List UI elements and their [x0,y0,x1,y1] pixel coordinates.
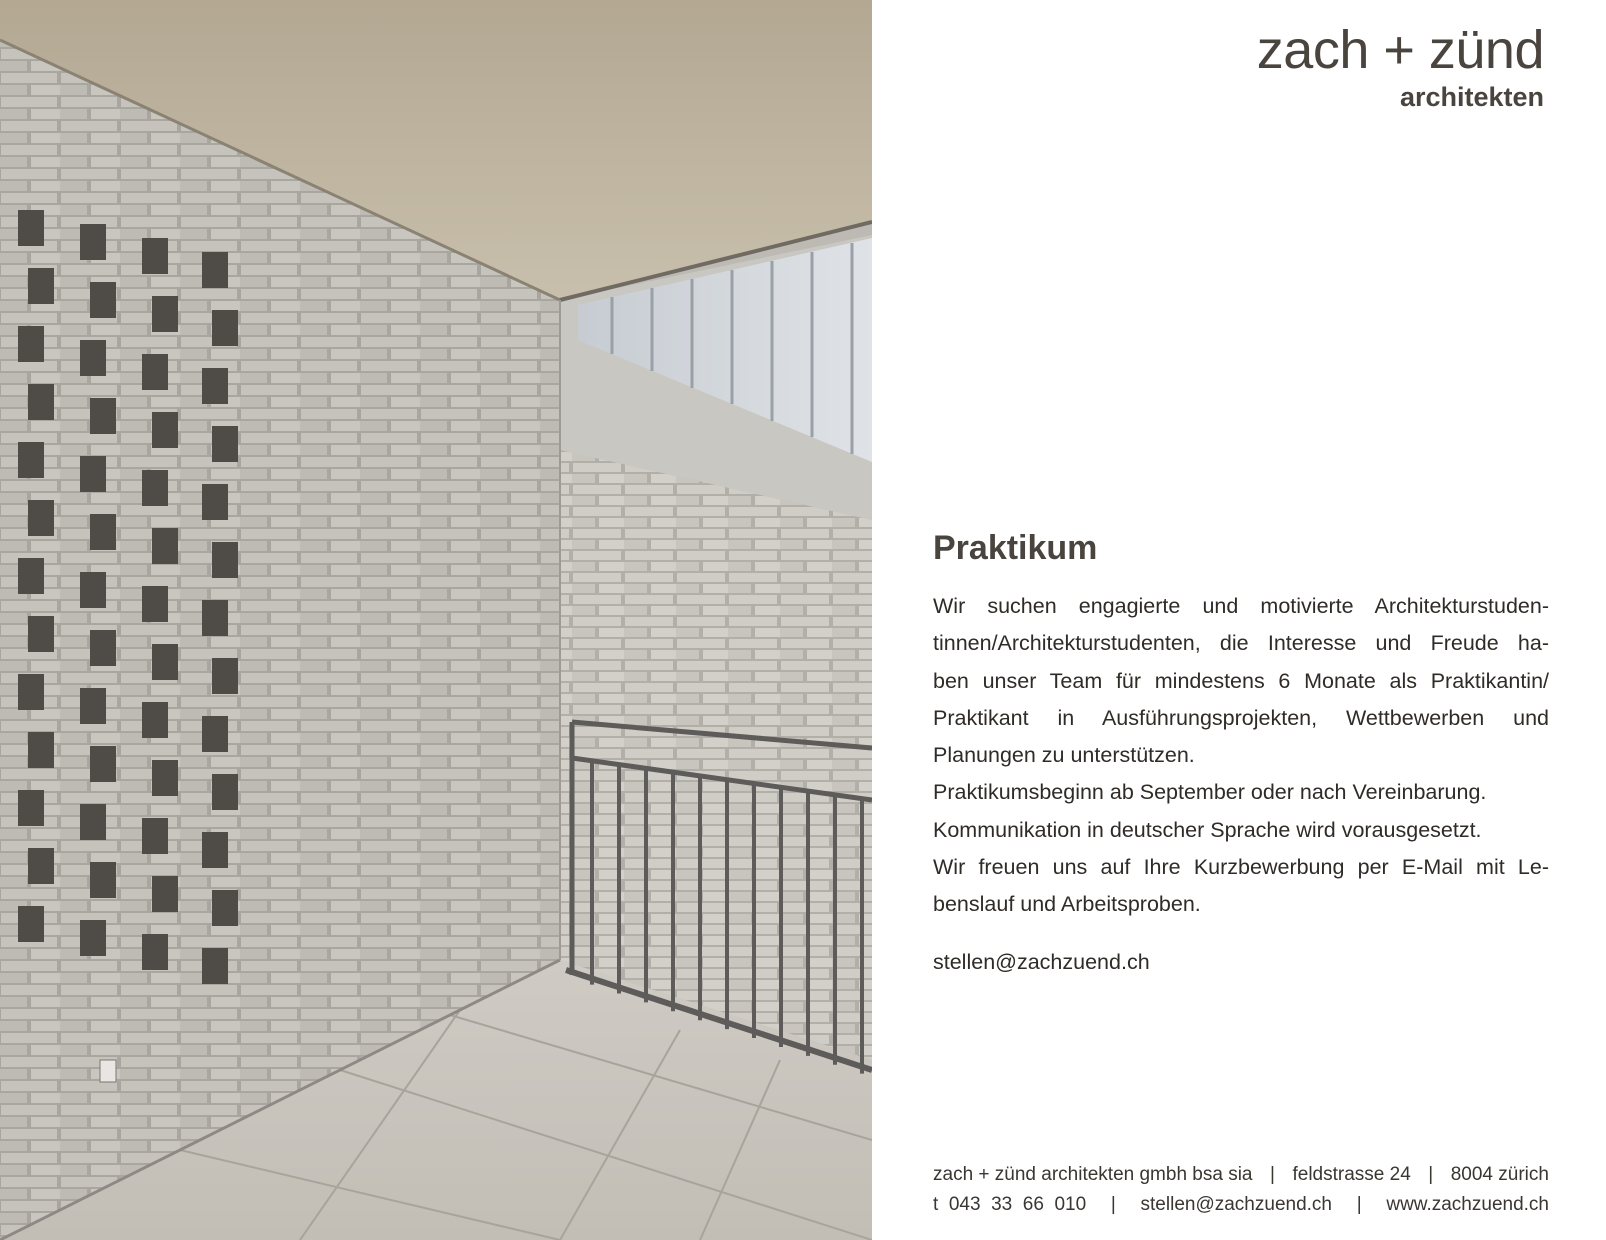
lattice-opening [28,616,54,652]
description-line: Wir suchen engagierte und motivierte Architekturstuden- [933,594,1549,618]
lattice-opening [202,600,228,636]
lattice-opening [80,572,106,608]
lattice-opening [90,282,116,318]
job-posting [933,526,1549,981]
lattice-opening [28,500,54,536]
lattice-opening [90,746,116,782]
company-logo [1257,20,1544,114]
application-email-link[interactable]: stellen@zachzuend.ch [933,949,1150,974]
lattice-opening [18,210,44,246]
lattice-opening [90,630,116,666]
footer-contact-line [933,1190,1549,1220]
footer-separator: | [1356,1194,1362,1215]
lattice-opening [18,790,44,826]
lattice-opening [202,368,228,404]
logo-subtitle: architekten [1399,82,1544,112]
lattice-opening [142,470,168,506]
footer-separator: | [1428,1164,1434,1185]
job-title: Praktikum [933,529,1098,567]
lattice-opening [28,268,54,304]
footer-street: feldstrasse 24 [1292,1164,1411,1185]
lattice-opening [212,890,238,926]
lattice-opening [80,688,106,724]
lattice-opening [212,426,238,462]
footer-city: 8004 zürich [1450,1164,1549,1185]
lattice-opening [212,542,238,578]
description-line: Praktikumsbeginn ab September oder nach Vereinbarung. [933,780,1487,805]
lattice-opening [202,832,228,868]
footer-company: zach + zünd architekten gmbh bsa sia [933,1164,1253,1185]
lattice-opening [18,326,44,362]
lattice-opening [142,818,168,854]
lattice-opening [90,862,116,898]
lattice-opening [152,412,178,448]
lattice-opening [202,716,228,752]
footer-website-link[interactable]: www.zachzuend.ch [1386,1194,1549,1215]
lattice-opening [18,906,44,942]
lattice-opening [152,876,178,912]
lattice-opening [28,384,54,420]
lattice-opening [80,804,106,840]
lattice-opening [212,774,238,810]
lattice-opening [142,354,168,390]
lattice-opening [18,674,44,710]
lattice-opening [142,586,168,622]
lattice-opening [80,456,106,492]
lattice-opening [142,934,168,970]
description-line: benslauf und Arbeitsproben. [933,892,1201,917]
footer [933,1160,1549,1220]
description-line: ben unser Team für mindestens 6 Monate als Praktikantin/ [933,668,1549,693]
job-description [933,588,1549,924]
lattice-opening [142,238,168,274]
description-line: Wir freuen uns auf Ihre Kurzbewerbung per E-Mail mit Le- [933,855,1549,880]
lattice-opening [142,702,168,738]
lattice-opening [80,920,106,956]
description-line: Kommunikation in deutscher Sprache wird vorausgesetzt. [933,817,1482,842]
footer-email-link[interactable]: stellen@zachzuend.ch [1140,1194,1332,1215]
footer-address-line [933,1160,1549,1190]
lattice-opening [28,732,54,768]
logo-name: zach + zünd [1256,20,1544,80]
description-line: tinnen/Architekturstudenten, die Interesse und Freude ha- [933,631,1549,656]
footer-phone: t 043 33 66 010 [933,1194,1087,1215]
lattice-opening [202,484,228,520]
footer-separator: | [1110,1194,1116,1215]
lattice-opening [152,296,178,332]
lattice-opening [18,442,44,478]
lattice-opening [212,310,238,346]
lattice-opening [18,558,44,594]
lattice-opening [152,644,178,680]
lattice-opening [202,948,228,984]
lattice-opening [80,340,106,376]
lattice-opening [212,658,238,694]
lattice-opening [90,514,116,550]
description-line: Planungen zu unterstützen. [933,743,1195,768]
lattice-opening [152,760,178,796]
lattice-opening [80,224,106,260]
lattice-opening [90,398,116,434]
footer-separator: | [1270,1164,1275,1185]
lattice-opening [202,252,228,288]
lattice-opening [152,528,178,564]
lattice-opening [28,848,54,884]
description-line: Praktikant in Ausführungsprojekten, Wettbewerben und [933,705,1549,730]
